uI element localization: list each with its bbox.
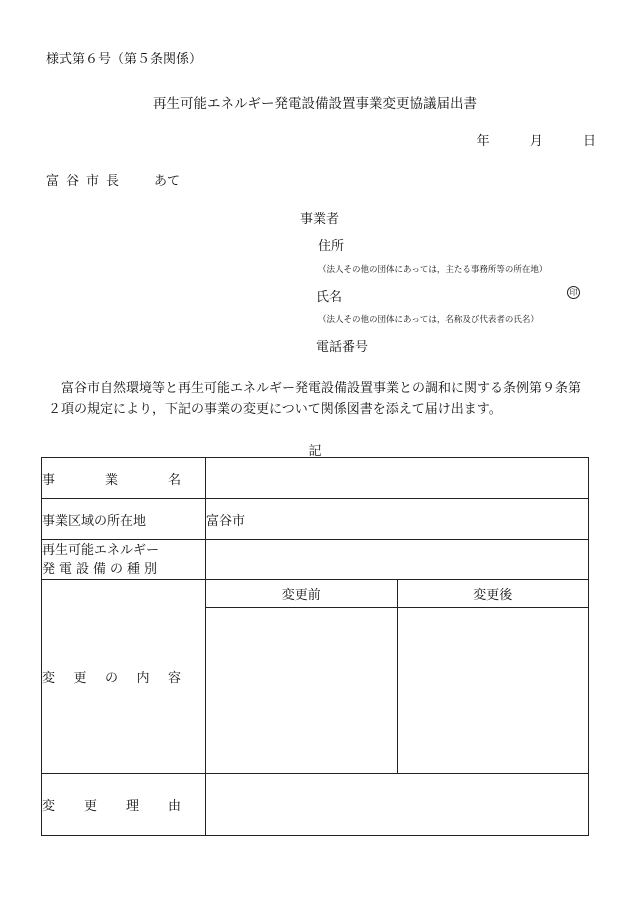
equipment-label-line2: 発電設備の種別 (42, 561, 162, 577)
seal-mark: 印 (567, 286, 580, 299)
label-char: 由 (167, 799, 181, 814)
label-char: 理 (125, 799, 139, 814)
change-form-table (41, 457, 589, 836)
equipment-label-line1: 再生可能エネルギー (42, 542, 160, 558)
year-label: 年 (476, 134, 490, 149)
before-after-table (206, 580, 588, 773)
address-note: （法人その他の団体にあっては，主たる事務所等の所在地） (318, 265, 548, 275)
label-char: 名 (167, 472, 181, 488)
label-char: 変 (42, 799, 56, 814)
location-label: 事業区域の所在地 (42, 499, 206, 540)
change-content-cell (206, 580, 589, 774)
reason-label (42, 774, 206, 836)
business-name-row (42, 458, 589, 499)
month-label: 月 (529, 134, 543, 149)
change-content-row (42, 580, 589, 774)
ki-heading: 記 (308, 444, 322, 459)
name-label: 氏名 (316, 290, 343, 305)
form-number: 様式第６号（第５条関係） (46, 52, 203, 67)
change-content-label (42, 580, 206, 774)
before-field[interactable] (206, 608, 397, 774)
label-char: 変 (42, 671, 56, 686)
label-char: 業 (104, 472, 118, 488)
location-row (42, 499, 589, 540)
reason-field[interactable] (206, 774, 589, 836)
label-char: 内 (136, 671, 150, 686)
equipment-row (42, 540, 589, 580)
business-name-field[interactable] (206, 458, 589, 499)
address-label: 住所 (318, 239, 345, 254)
day-label: 日 (582, 134, 596, 149)
document-title: 再生可能エネルギー発電設備設置事業変更協議届出書 (153, 96, 477, 112)
addressee-suffix: あて (154, 174, 181, 189)
equipment-field[interactable] (206, 540, 589, 580)
addressee (46, 170, 180, 189)
location-field[interactable]: 富谷市 (206, 499, 589, 540)
label-char: 更 (83, 799, 97, 814)
phone-label: 電話番号 (316, 340, 369, 355)
before-header: 変更前 (206, 580, 397, 608)
label-char: 容 (167, 671, 181, 686)
reason-row (42, 774, 589, 836)
business-name-label (42, 458, 206, 499)
after-field[interactable] (397, 608, 588, 774)
label-char: 更 (73, 671, 87, 686)
after-header: 変更後 (397, 580, 588, 608)
date-row (441, 130, 596, 149)
label-char: 事 (42, 472, 56, 488)
equipment-label (42, 540, 206, 580)
applicant-label: 事業者 (300, 212, 340, 227)
body-paragraph: 富谷市自然環境等と再生可能エネルギー発電設備設置事業との調和に関する条例第９条第２項の規定により，下記の事業の変更について関係図書を添えて届け出ます。 (48, 381, 582, 417)
addressee-name: 富谷市長 (46, 174, 127, 189)
name-note: （法人その他の団体にあっては，名称及び代表者の氏名） (318, 315, 539, 325)
label-char: の (104, 671, 118, 686)
